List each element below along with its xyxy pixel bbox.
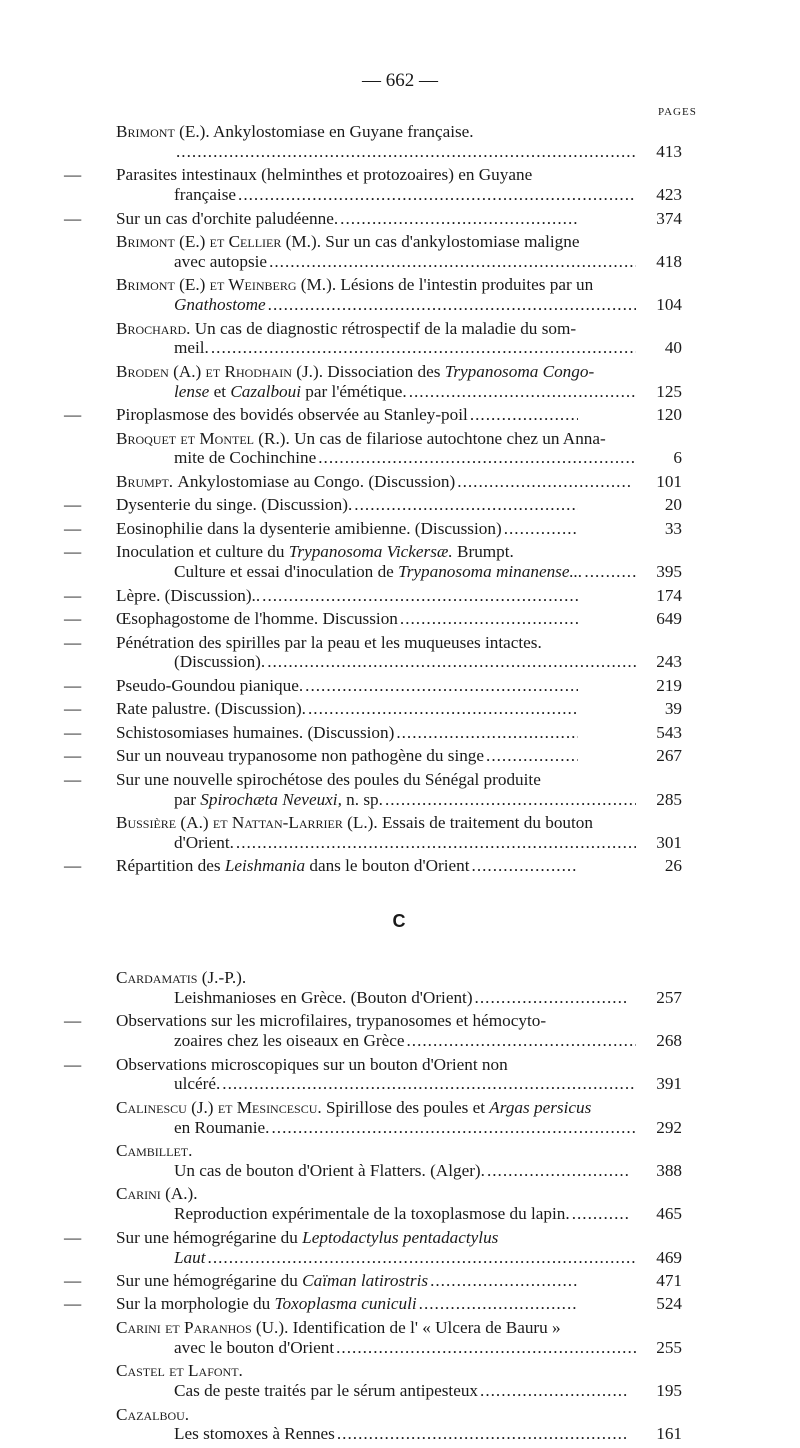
index-section-b — [64, 122, 682, 876]
entry-title-end: Laut — [174, 1247, 206, 1267]
entry-title-end: Sur la morphologie du Toxoplasma cuniculi — [116, 1294, 417, 1314]
page-reference: 120 — [656, 405, 682, 425]
ditto-dash: — — [64, 1011, 82, 1031]
entry-title: Un cas de diagnostic rétrospectif de la maladie du som- — [194, 318, 577, 338]
leader-dots — [472, 856, 578, 876]
index-entry — [64, 609, 682, 629]
entry-title: Identification de l' « Ulcera de Bauru » — [292, 1317, 561, 1337]
entry-title: Sur une hémogrégarine du Leptodactylus pentadactylus — [116, 1227, 499, 1247]
index-entry — [64, 542, 682, 582]
entry-title-end: en Roumanie. — [174, 1117, 270, 1137]
leader-dots — [385, 790, 636, 810]
page-reference: 524 — [656, 1294, 682, 1314]
ditto-dash: — — [64, 769, 82, 789]
entry-last-line — [116, 1271, 580, 1291]
index-entry — [116, 429, 682, 469]
entry-last-line — [174, 1031, 638, 1051]
ditto-dash: — — [64, 1054, 82, 1074]
entry-last-line — [174, 1424, 630, 1444]
page-reference: 174 — [656, 585, 682, 605]
entry-last-line — [174, 833, 638, 853]
entry-title: Sur un cas d'ankylostomiase maligne — [325, 232, 580, 252]
entry-author: Calinescu (J.) et Mesincescu. — [116, 1097, 322, 1117]
entry-last-line — [174, 1381, 630, 1401]
entry-title: Observations microscopiques sur un bouton d'Orient non — [116, 1054, 508, 1074]
leader-dots — [308, 699, 578, 719]
entry-last-line — [116, 723, 580, 743]
entry-author: Brochard. — [116, 318, 191, 338]
index-entry — [64, 1011, 682, 1051]
entry-title: Parasites intestinaux (helminthes et protozoaires) en Guyane — [116, 165, 533, 185]
ditto-dash: — — [64, 632, 82, 652]
page-reference: 469 — [656, 1247, 682, 1267]
entry-title-end: Piroplasmose des bovidés observée au Stanley-poil — [116, 405, 468, 425]
entry-last-line — [174, 988, 630, 1008]
leader-dots — [504, 519, 578, 539]
entry-author: Brumpt. — [116, 471, 174, 491]
entry-title-end: meil. — [174, 338, 209, 358]
section-letter-c: C — [392, 911, 406, 932]
leader-dots — [236, 833, 636, 853]
ditto-dash: — — [64, 165, 82, 185]
leader-dots — [208, 1248, 636, 1268]
entry-title-end: Pseudo-Goundou pianique. — [116, 675, 304, 695]
entry-title-end: Répartition des Leishmania dans le bouton d'Orient — [116, 856, 470, 876]
entry-title-end: par Spirochæta Neveuxi, n. sp. — [174, 789, 383, 809]
index-entry — [116, 1098, 682, 1138]
entry-author: Brimont (E.) et Cellier (M.). — [116, 232, 321, 252]
leader-dots — [419, 1294, 578, 1314]
ditto-dash: — — [64, 208, 82, 228]
entry-last-line — [116, 609, 580, 629]
entry-last-line — [174, 185, 638, 205]
index-entry — [64, 1227, 682, 1268]
entry-title-end: Eosinophilie dans la dysenterie amibienne. (Discussion) — [116, 518, 502, 538]
leader-dots — [318, 448, 636, 468]
leader-dots — [430, 1271, 578, 1291]
entry-author: Brimont (E.) et Weinberg (M.). — [116, 275, 337, 295]
ditto-dash: — — [64, 405, 82, 425]
page-reference: 374 — [656, 208, 682, 228]
leader-dots — [486, 746, 578, 766]
page-reference: 257 — [656, 987, 682, 1007]
entry-last-line — [174, 295, 638, 315]
entry-author: Cardamatis (J.-P.). — [116, 968, 247, 988]
entry-last-line — [116, 746, 580, 766]
index-section-c — [64, 968, 682, 1444]
index-entry — [116, 319, 682, 359]
entry-last-line — [116, 586, 580, 606]
index-entry — [116, 1318, 682, 1358]
ditto-dash: — — [64, 1227, 82, 1247]
page-reference: 20 — [664, 495, 682, 515]
index-entry — [116, 813, 682, 853]
entry-author: Castel et Lafont. — [116, 1361, 243, 1381]
index-entry — [116, 968, 682, 1008]
entry-title: Observations sur les microfilaires, trypanosomes et hémocyto- — [116, 1011, 547, 1031]
entry-last-line — [116, 519, 580, 539]
page-number: — 662 — — [362, 70, 438, 91]
ditto-dash: — — [64, 746, 82, 766]
page-reference: 285 — [656, 789, 682, 809]
ditto-dash: — — [64, 675, 82, 695]
entry-last-line — [174, 1074, 638, 1094]
page-reference: 33 — [664, 518, 682, 538]
page-reference: 219 — [656, 675, 682, 695]
page-reference: 243 — [656, 652, 682, 672]
page-reference: 543 — [656, 722, 682, 742]
entry-title-end: avec autopsie — [174, 251, 268, 271]
leader-dots — [409, 382, 636, 402]
page-reference: 268 — [656, 1031, 682, 1051]
entry-last-line — [116, 676, 580, 696]
entry-last-line — [116, 405, 580, 425]
index-entry — [64, 405, 682, 425]
ditto-dash: — — [64, 1270, 82, 1290]
leader-dots — [262, 586, 578, 606]
page-reference: 104 — [656, 295, 682, 315]
leader-dots — [211, 338, 636, 358]
entry-title: Ankylostomiase en Guyane française. — [213, 122, 474, 141]
entry-title-end: Ankylostomiase au Congo. (Discussion) — [177, 471, 456, 491]
page-reference: 39 — [664, 699, 682, 719]
entry-last-line — [116, 209, 580, 229]
entry-title: Un cas de filariose autochtone chez un Anna- — [294, 428, 606, 448]
index-entry — [64, 585, 682, 606]
ditto-dash: — — [64, 585, 82, 605]
leader-dots — [457, 472, 631, 492]
entry-title: Dissociation des Trypanosoma Congo- — [327, 361, 595, 381]
page-reference: 6 — [673, 448, 682, 468]
entry-title-end: Sur une hémogrégarine du Caïman latirostris — [116, 1270, 429, 1290]
page-reference: 26 — [664, 856, 682, 876]
leader-dots — [267, 652, 636, 672]
entry-title-end: Sur un cas d'orchite paludéenne. — [116, 208, 339, 228]
leader-dots — [340, 209, 578, 229]
ditto-dash: — — [64, 856, 82, 876]
entry-title-end: Les stomoxes à Rennes — [174, 1424, 335, 1444]
ditto-dash: — — [64, 699, 82, 719]
index-entry — [64, 165, 682, 205]
entry-title-end: zoaires chez les oiseaux en Grèce — [174, 1031, 405, 1051]
leader-dots — [470, 405, 578, 425]
entry-author: Broden (A.) et Rhodhain (J.). — [116, 361, 323, 381]
index-entry — [116, 1405, 682, 1445]
entry-last-line — [174, 1204, 630, 1224]
leader-dots — [269, 252, 636, 272]
entry-author: Brimont (E.). — [116, 122, 210, 141]
index-entry — [116, 1184, 682, 1224]
entry-title-end: Lèpre. (Discussion).. — [116, 585, 261, 605]
entry-title-end: d'Orient. — [174, 832, 234, 852]
entry-last-line — [174, 338, 638, 358]
ditto-dash: — — [64, 495, 82, 515]
page-reference: 195 — [656, 1381, 682, 1401]
leader-dots — [337, 1424, 628, 1444]
entry-author: Cazalbou. — [116, 1404, 190, 1424]
entry-author: Cambillet. — [116, 1141, 193, 1161]
index-entry — [64, 495, 682, 515]
page-reference: 267 — [656, 746, 682, 766]
entry-last-line — [116, 1294, 580, 1314]
entry-title-end: Œsophagostome de l'homme. Discussion — [116, 609, 398, 629]
entry-last-line — [174, 1248, 638, 1268]
entry-title-end: ulcéré. — [174, 1074, 221, 1094]
page-reference: 465 — [656, 1204, 682, 1224]
entry-title: Spirillose des poules et Argas persicus — [326, 1097, 592, 1117]
entry-last-line — [174, 1118, 638, 1138]
leader-dots — [305, 676, 578, 696]
entry-title-end: Gnathostome — [174, 295, 266, 315]
entry-author: Carini et Paranhos (U.). — [116, 1317, 289, 1337]
entry-title-end: Leishmanioses en Grèce. (Bouton d'Orient) — [174, 987, 473, 1007]
entry-title: Essais de traitement du bouton — [381, 813, 593, 833]
entry-title: Inoculation et culture du Trypanosoma Vickersæ. Brumpt. — [116, 542, 514, 562]
leader-dots — [406, 1031, 636, 1051]
entry-last-line — [174, 562, 638, 582]
index-entry — [64, 632, 682, 673]
page-reference: 101 — [656, 471, 682, 491]
index-entry — [64, 746, 682, 766]
index-entry — [116, 1141, 682, 1181]
page-reference: 391 — [656, 1074, 682, 1094]
leader-dots — [475, 988, 628, 1008]
page-reference: 413 — [656, 141, 682, 161]
entry-title-end: avec le bouton d'Orient — [174, 1337, 335, 1357]
leader-dots — [584, 562, 636, 582]
entry-title-end: Rate palustre. (Discussion). — [116, 699, 306, 719]
ditto-dash: — — [64, 518, 82, 538]
page-reference: 471 — [656, 1270, 682, 1290]
entry-last-line — [174, 382, 638, 402]
entry-last-line — [174, 448, 638, 468]
index-entry — [64, 675, 682, 696]
page-reference: 388 — [656, 1160, 682, 1180]
index-list — [64, 122, 682, 1448]
entry-last-line — [116, 495, 580, 515]
entry-last-line — [174, 252, 638, 272]
entry-last-line — [177, 472, 633, 492]
page-reference: 292 — [656, 1117, 682, 1137]
entry-last-line — [174, 790, 638, 810]
entry-title-end: française — [174, 185, 237, 205]
index-entry — [116, 232, 682, 272]
leader-dots — [271, 1118, 636, 1138]
page-reference: 161 — [656, 1424, 682, 1444]
entry-last-line — [174, 1161, 630, 1181]
leader-dots — [400, 609, 578, 629]
page-reference: 255 — [656, 1337, 682, 1357]
page-reference: 301 — [656, 832, 682, 852]
entry-title-end: Sur un nouveau trypanosome non pathogène du singe — [116, 746, 485, 766]
ditto-dash: — — [64, 609, 82, 629]
leader-dots — [268, 295, 636, 315]
entry-title-end: Culture et essai d'inoculation de Trypanosoma minanense... — [174, 562, 583, 582]
leader-dots — [396, 723, 578, 743]
page-reference: 423 — [656, 185, 682, 205]
entry-author: Broquet et Montel (R.). — [116, 428, 290, 448]
entry-last-line — [116, 856, 580, 876]
leader-dots — [238, 185, 636, 205]
leader-dots — [572, 1204, 628, 1224]
leader-dots — [354, 495, 578, 515]
index-entry — [64, 208, 682, 229]
entry-last-line — [174, 652, 638, 672]
leader-dots — [336, 1338, 636, 1358]
index-entry — [116, 122, 682, 162]
entry-title-end: lense et Cazalboui par l'émétique. — [174, 381, 407, 401]
index-entry — [64, 518, 682, 539]
entry-title-end: Dysenterie du singe. (Discussion). — [116, 495, 353, 515]
entry-title-end: Reproduction expérimentale de la toxoplasmose du lapin. — [174, 1204, 570, 1224]
entry-title-end: mite de Cochinchine — [174, 448, 317, 468]
page-reference: 125 — [656, 381, 682, 401]
page-reference: 40 — [664, 338, 682, 358]
leader-dots — [480, 1381, 628, 1401]
entry-last-line — [116, 699, 580, 719]
entry-last-line — [174, 142, 638, 162]
ditto-dash: — — [64, 542, 82, 562]
leader-dots — [176, 142, 636, 162]
entry-title: Lésions de l'intestin produites par un — [340, 275, 594, 295]
ditto-dash: — — [64, 722, 82, 742]
index-entry — [64, 722, 682, 743]
entry-author: Bussière (A.) et Nattan-Larrier (L.). — [116, 813, 378, 833]
index-entry — [116, 472, 682, 492]
index-entry — [64, 1270, 682, 1291]
entry-title-end: Un cas de bouton d'Orient à Flatters. (Alger). — [174, 1160, 485, 1180]
page-reference: 395 — [656, 562, 682, 582]
index-entry — [64, 1054, 682, 1095]
index-entry — [64, 1294, 682, 1314]
pages-column-label: PAGES — [658, 106, 697, 118]
leader-dots — [487, 1161, 628, 1181]
entry-title-end: Cas de peste traités par le sérum antipesteux — [174, 1381, 479, 1401]
index-entry — [116, 1361, 682, 1401]
entry-last-line — [174, 1338, 638, 1358]
ditto-dash: — — [64, 1294, 82, 1314]
index-entry — [64, 699, 682, 719]
page-reference: 418 — [656, 251, 682, 271]
entry-title: Pénétration des spirilles par la peau et les muqueuses intactes. — [116, 632, 542, 652]
entry-title: Sur une nouvelle spirochétose des poules du Sénégal produite — [116, 769, 541, 789]
page-reference: 649 — [656, 609, 682, 629]
entry-title-end: Schistosomiases humaines. (Discussion) — [116, 722, 395, 742]
index-entry — [64, 769, 682, 810]
entry-author: Carini (A.). — [116, 1184, 198, 1204]
index-entry — [116, 275, 682, 315]
entry-title-end: (Discussion). — [174, 652, 266, 672]
leader-dots — [222, 1074, 636, 1094]
index-entry — [116, 362, 682, 402]
index-entry — [64, 856, 682, 876]
